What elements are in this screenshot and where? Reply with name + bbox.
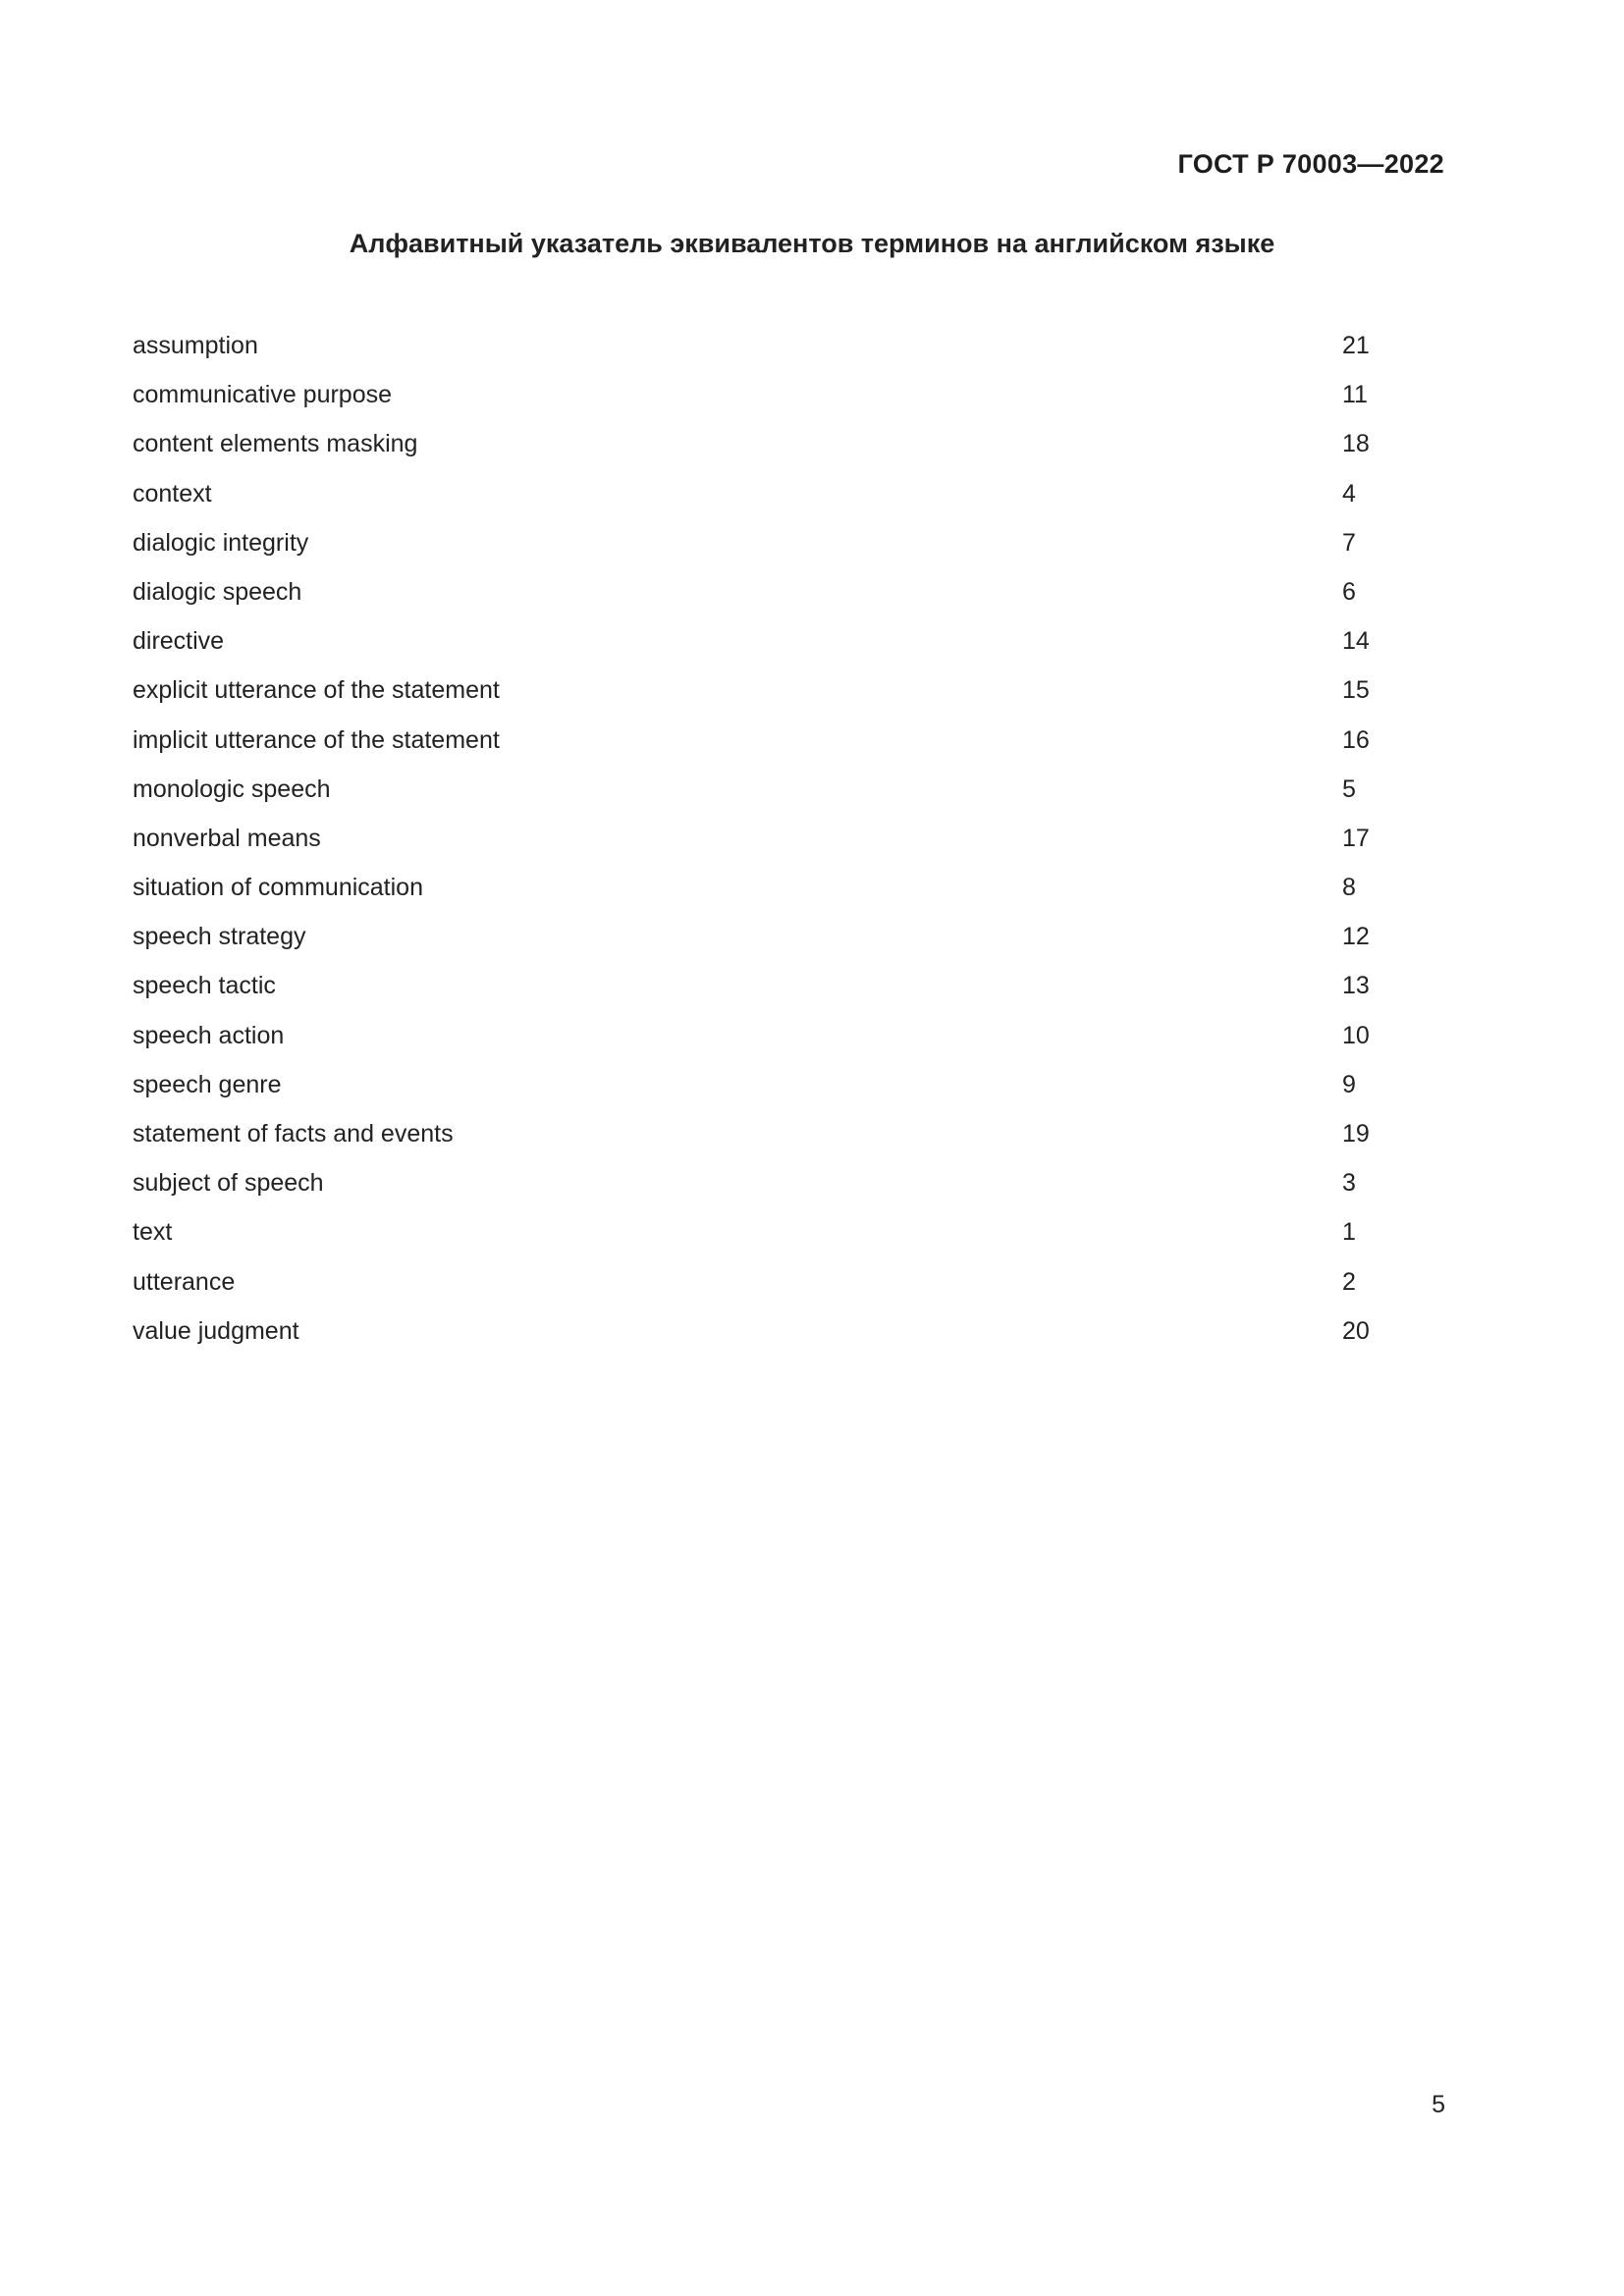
term-text: directive bbox=[133, 627, 225, 656]
term-text: dialogic integrity bbox=[133, 528, 309, 557]
term-text: speech tactic bbox=[133, 972, 276, 1000]
term-text: situation of communication bbox=[133, 874, 423, 902]
term-text: implicit utterance of the statement bbox=[133, 725, 500, 754]
term-text: context bbox=[133, 479, 212, 507]
index-row bbox=[133, 1113, 1380, 1162]
term-number: 15 bbox=[1342, 676, 1370, 705]
term-text: value judgment bbox=[133, 1316, 299, 1345]
index-row bbox=[133, 769, 1380, 818]
term-number: 4 bbox=[1342, 479, 1356, 507]
term-number: 2 bbox=[1342, 1267, 1356, 1296]
term-number: 11 bbox=[1342, 381, 1368, 409]
term-text: communicative purpose bbox=[133, 381, 393, 409]
term-text: speech strategy bbox=[133, 923, 306, 951]
index-row bbox=[133, 818, 1380, 867]
term-number: 20 bbox=[1342, 1316, 1370, 1345]
term-number: 21 bbox=[1342, 332, 1370, 359]
term-text: nonverbal means bbox=[133, 824, 321, 852]
term-number: 13 bbox=[1342, 972, 1370, 1000]
index-row bbox=[133, 1211, 1380, 1260]
term-number: 16 bbox=[1342, 725, 1370, 754]
term-number: 17 bbox=[1342, 824, 1370, 852]
term-number: 8 bbox=[1342, 874, 1356, 902]
index-row bbox=[133, 473, 1380, 522]
term-number: 18 bbox=[1342, 430, 1370, 458]
term-number: 10 bbox=[1342, 1021, 1370, 1049]
index-row bbox=[133, 1261, 1380, 1310]
index-row bbox=[133, 669, 1380, 719]
term-text: monologic speech bbox=[133, 774, 331, 803]
term-number: 7 bbox=[1342, 528, 1356, 557]
page-number: 5 bbox=[1432, 2091, 1445, 2118]
index-row bbox=[133, 423, 1380, 472]
index-row bbox=[133, 867, 1380, 916]
index-row bbox=[133, 1162, 1380, 1211]
term-number: 19 bbox=[1342, 1120, 1370, 1148]
index-row bbox=[133, 325, 1380, 374]
term-number: 3 bbox=[1342, 1169, 1356, 1198]
term-text: statement of facts and events bbox=[133, 1120, 454, 1148]
term-number: 9 bbox=[1342, 1070, 1356, 1098]
term-text: content elements masking bbox=[133, 430, 418, 458]
index-row bbox=[133, 1015, 1380, 1064]
term-number: 6 bbox=[1342, 577, 1356, 606]
index-row bbox=[133, 374, 1380, 423]
index-row bbox=[133, 571, 1380, 620]
term-text: subject of speech bbox=[133, 1169, 324, 1198]
term-text: utterance bbox=[133, 1267, 236, 1296]
index-row bbox=[133, 1064, 1380, 1113]
term-text: assumption bbox=[133, 332, 258, 359]
index-row bbox=[133, 522, 1380, 571]
index-row bbox=[133, 965, 1380, 1014]
index-row bbox=[133, 916, 1380, 965]
index-row bbox=[133, 1310, 1380, 1360]
index-row bbox=[133, 720, 1380, 769]
term-index-list bbox=[133, 325, 1380, 1360]
term-text: speech genre bbox=[133, 1070, 282, 1098]
index-title: Алфавитный указатель эквивалентов терминов на английском языке bbox=[349, 229, 1275, 258]
term-number: 1 bbox=[1342, 1218, 1356, 1247]
term-text: dialogic speech bbox=[133, 577, 302, 606]
term-number: 14 bbox=[1342, 627, 1370, 656]
term-text: text bbox=[133, 1218, 173, 1247]
term-text: speech action bbox=[133, 1021, 285, 1049]
term-number: 5 bbox=[1342, 774, 1356, 803]
term-text: explicit utterance of the statement bbox=[133, 676, 500, 705]
index-row bbox=[133, 620, 1380, 669]
document-code: ГОСТ Р 70003—2022 bbox=[1177, 149, 1444, 179]
term-number: 12 bbox=[1342, 923, 1370, 951]
